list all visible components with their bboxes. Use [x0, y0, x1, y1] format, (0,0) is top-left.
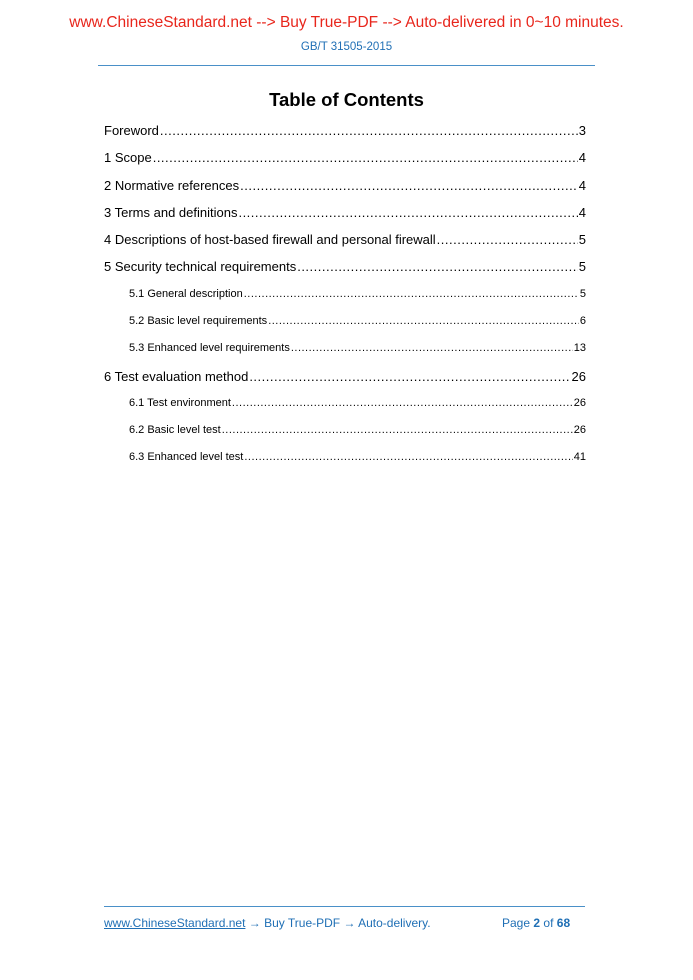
toc-entry-page: 26 [573, 397, 586, 409]
page-title: Table of Contents [269, 89, 424, 110]
toc-entry-page: 26 [571, 369, 586, 384]
dot-leader [249, 369, 570, 384]
dot-leader [244, 451, 572, 463]
toc-entry-page: 6 [579, 315, 586, 327]
toc-entry-label: Foreword [104, 123, 159, 138]
toc-entry-label: 2 Normative references [104, 178, 240, 193]
toc-entry-label: 5.3 Enhanced level requirements [129, 342, 290, 354]
toc-entry-test-evaluation-method[interactable] [104, 369, 586, 384]
dot-leader [222, 424, 573, 436]
dot-leader [268, 315, 579, 327]
footer-delivery-note [104, 916, 431, 930]
toc-entry-page: 26 [573, 424, 586, 436]
dot-leader [238, 205, 577, 220]
toc-entry-page: 13 [573, 342, 586, 354]
toc-entry-page: 4 [578, 205, 586, 220]
dot-leader [297, 259, 578, 274]
toc-entry-label: 4 Descriptions of host-based firewall and personal firewall [104, 232, 436, 247]
toc-entry-enhanced-level-requirements[interactable] [129, 342, 586, 354]
footer-delivery-text: → Buy True-PDF → Auto-delivery. [245, 916, 431, 930]
toc-entry-normative-references[interactable] [104, 178, 586, 193]
toc-entry-basic-level-requirements[interactable] [129, 315, 586, 327]
toc-entry-terms-definitions[interactable] [104, 205, 586, 220]
toc-entry-label: 5.2 Basic level requirements [129, 315, 268, 327]
toc-entry-security-requirements[interactable] [104, 259, 586, 274]
document-code: GB/T 31505-2015 [300, 41, 393, 53]
dot-leader [244, 288, 579, 300]
toc-entry-scope[interactable] [104, 150, 586, 165]
dot-leader [240, 178, 578, 193]
toc-entry-label: 6.1 Test environment [129, 397, 231, 409]
toc-entry-page: 4 [578, 178, 586, 193]
toc-entry-page: 41 [573, 451, 586, 463]
toc-entry-label: 3 Terms and definitions [104, 205, 238, 220]
page-total: 68 [556, 916, 571, 930]
toc-entry-page: 5 [579, 288, 586, 300]
toc-entry-page: 5 [578, 232, 586, 247]
page-word: Page [502, 916, 531, 930]
dot-leader [291, 342, 573, 354]
toc-entry-label: 6.2 Basic level test [129, 424, 221, 436]
toc-entry-label: 6 Test evaluation method [104, 369, 249, 384]
toc-entry-foreword[interactable] [104, 123, 586, 138]
toc-entry-page: 5 [578, 259, 586, 274]
dot-leader [437, 232, 578, 247]
top-banner[interactable]: www.ChineseStandard.net --> Buy True-PDF --> Auto-delivered in 0~10 minutes. [69, 14, 624, 31]
page-of: of [543, 916, 554, 930]
toc-entry-basic-level-test[interactable] [129, 424, 586, 436]
toc-entry-enhanced-level-test[interactable] [129, 451, 586, 463]
footer-site-link[interactable]: www.ChineseStandard.net [104, 916, 246, 930]
toc-entry-descriptions[interactable] [104, 232, 586, 247]
page-indicator [502, 916, 570, 930]
toc-entry-page: 4 [578, 150, 586, 165]
footer-divider [104, 906, 585, 907]
toc-entry-label: 6.3 Enhanced level test [129, 451, 244, 463]
toc-entry-label: 5 Security technical requirements [104, 259, 297, 274]
toc-entry-page: 3 [578, 123, 586, 138]
page-current: 2 [533, 916, 541, 930]
toc-entry-label: 1 Scope [104, 150, 152, 165]
dot-leader [232, 397, 573, 409]
dot-leader [153, 150, 578, 165]
toc-entry-label: 5.1 General description [129, 288, 243, 300]
header-divider [98, 65, 595, 66]
dot-leader [160, 123, 578, 138]
toc-entry-test-environment[interactable] [129, 397, 586, 409]
toc-entry-general-description[interactable] [129, 288, 586, 300]
